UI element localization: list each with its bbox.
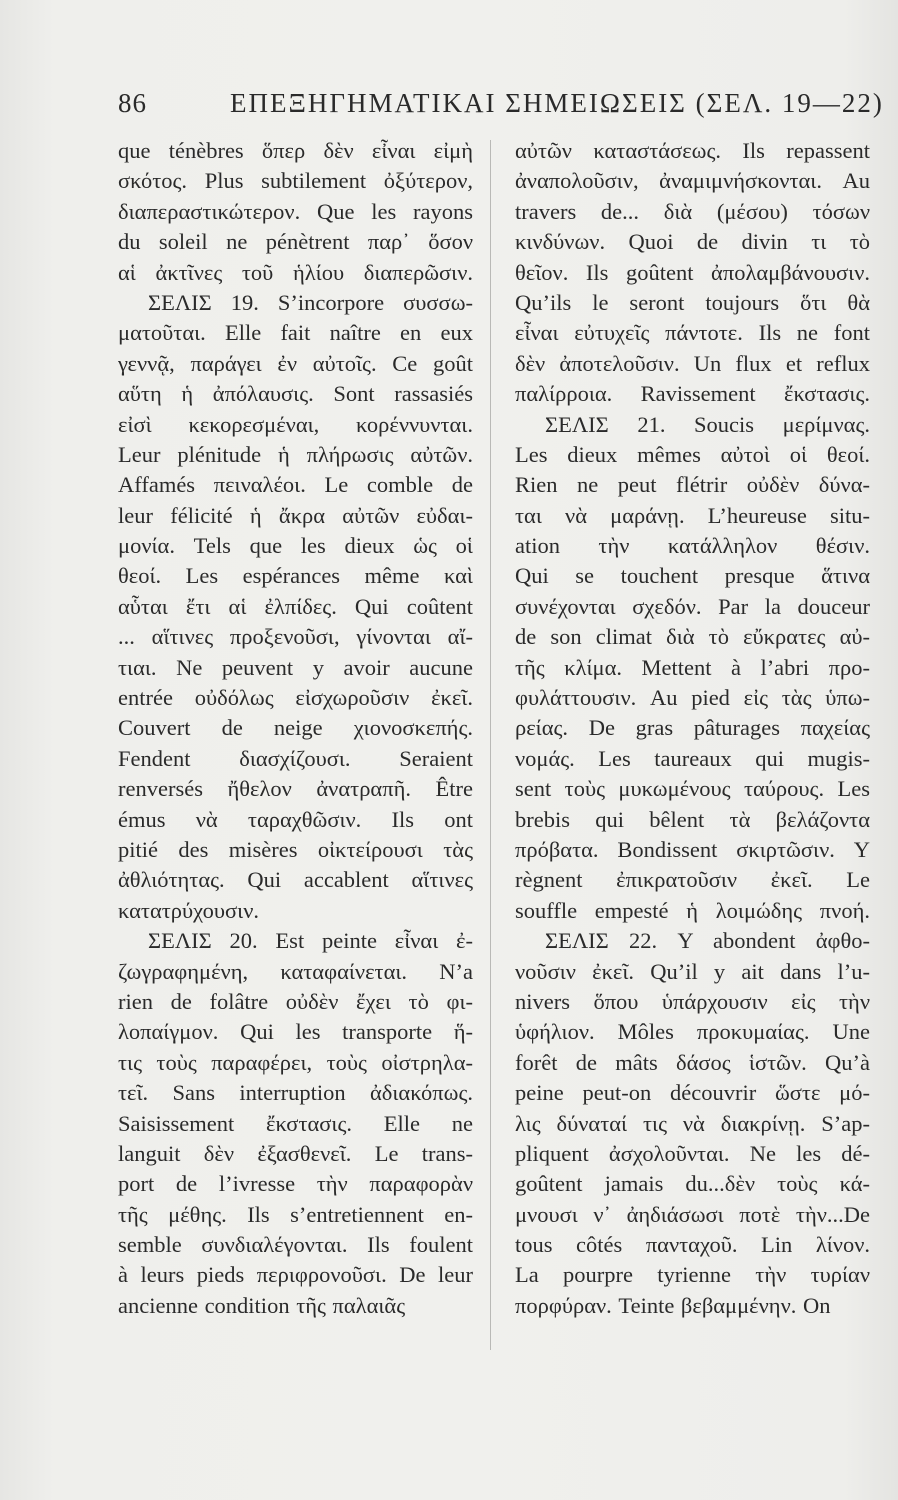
text-line: renversés ἤθελον ἀνατραπῆ. Être [118,776,473,802]
text-line: ancienne condition τῆς παλαιᾶς [118,1292,406,1318]
text-line: à leurs pieds περιφρονοῦσι. De leur [118,1262,473,1288]
text-line: πρόβατα. Bondissent σκιρτῶσιν. Y [515,836,870,862]
text-line: εἶναι εὐτυχεῖς πάντοτε. Ils ne font [515,320,870,346]
text-line: Qu’ils le seront toujours ὅτι θὰ [515,289,870,315]
text-line: ἀθλιότητας. Qui accablent αἵτινες [118,867,473,893]
text-line: συνέχονται σχεδόν. Par la douceur [515,593,870,619]
text-line: ation τὴν κατάλληλον θέσιν. [515,533,870,559]
text-line: de son climat διὰ τὸ εὔκρατες αὐ- [515,624,870,650]
column-divider [490,140,491,1350]
running-head: ΕΠΕΞΗΓΗΜΑΤΙΚΑΙ ΣΗΜΕΙΩΣΕΙΣ (ΣΕΛ. 19—22) [230,88,884,118]
left-text-column [118,136,473,1321]
text-line: τεῖ. Sans interruption ἀδιακόπως. [118,1080,473,1106]
text-line: τῆς μέθης. Ils s’entretiennent en- [118,1201,473,1227]
text-line: peine peut-on découvrir ὥστε μό- [515,1080,870,1106]
text-line: νοῦσιν ἐκεῖ. Qu’il y ait dans l’u- [515,958,870,984]
text-line: Fendent διασχίζουσι. Seraient [118,745,473,771]
text-line: δὲν ἀποτελοῦσιν. Un flux et reflux [515,350,870,376]
text-line: ὑφήλιον. Môles προκυμαίας. Une [515,1019,870,1045]
text-line: μνουσι ν᾽ ἀηδιάσωσι ποτὲ τὴν...De [515,1201,870,1227]
section-line: ΣΕΛΙΣ 21. Soucis μερίμνας. [545,411,870,437]
text-line: παλίρροια. Ravissement ἔκστασις. [515,381,870,407]
text-line: πορφύραν. Teinte βεβαμμένην. On [515,1292,831,1318]
section-line: ΣΕΛΙΣ 20. Est peinte εἶναι ἐ- [148,928,473,954]
text-line: ζωγραφημένη, καταφαίνεται. N’a [118,958,473,984]
text-line: ... αἵτινες προξενοῦσι, γίνονται αἴ- [118,624,473,650]
text-line: pliquent ἀσχολοῦνται. Ne les dé- [515,1140,870,1166]
text-line: τῆς κλίμα. Mettent à l’abri προ- [515,654,870,680]
text-line: αἱ ἀκτῖνες τοῦ ἡλίου διαπερῶσιν. [118,259,473,285]
text-line: règnent ἐπικρατοῦσιν ἐκεῖ. Le [515,867,870,893]
text-line: entrée οὐδόλως εἰσχωροῦσιν ἐκεῖ. [118,685,473,711]
text-line: ἀναπολοῦσιν, ἀναμιμνήσκονται. Au [515,168,870,194]
text-line: σκότος. Plus subtilement ὀξύτερον, [118,168,473,194]
text-line: rien de folâtre οὐδὲν ἔχει τὸ φι- [118,988,473,1014]
text-line: pitié des misères οἰκτείρουσι τὰς [118,836,473,862]
text-line: θεοί. Les espérances même καὶ [118,563,473,589]
text-line: αὐτῶν καταστάσεως. Ils repassent [515,138,870,163]
text-line: La pourpre tyrienne τὴν τυρίαν [515,1262,870,1288]
text-line: νομάς. Les taureaux qui mugis- [515,745,870,771]
text-line: brebis qui bêlent τὰ βελάζοντα [515,806,870,832]
text-line: ται νὰ μαράνῃ. L’heureuse situ- [515,502,870,528]
text-line: leur félicité ἡ ἄκρα αὐτῶν εὐδαι- [118,502,473,528]
text-line: travers de... διὰ (μέσου) τόσων [515,198,870,224]
text-line: émus νὰ ταραχθῶσιν. Ils ont [118,806,473,832]
text-line: Rien ne peut flétrir οὐδὲν δύνα- [515,472,870,498]
right-text-column [515,136,870,1321]
text-line: γεννᾷ, παράγει ἐν αὐτοῖς. Ce goût [118,350,473,376]
text-line: εἰσὶ κεκορεσμέναι, κορέννυνται. [118,411,473,437]
text-line: languit δὲν ἐξασθενεῖ. Le trans- [118,1140,473,1166]
text-line: τιαι. Ne peuvent y avoir aucune [118,654,473,680]
text-line: Affamés πειναλέοι. Le comble de [118,472,473,498]
text-line: θεῖον. Ils goûtent ἀπολαμβάνουσιν. [515,259,870,285]
text-line: du soleil ne pénètrent παρ᾽ ὅσον [118,229,473,255]
text-line: semble συνδιαλέγονται. Ils foulent [118,1232,473,1258]
text-line: souffle empesté ἡ λοιμώδης πνοή. [515,897,870,923]
page-header [118,88,884,128]
text-line: Qui se touchent presque ἅτινα [515,563,870,589]
text-line: Leur plénitude ἡ πλήρωσις αὐτῶν. [118,441,473,467]
text-line: Les dieux mêmes αὐτοὶ οἱ θεοί. [515,441,870,467]
page-number: 86 [118,88,147,118]
text-line: sent τοὺς μυκωμένους ταύρους. Les [515,776,870,802]
text-line: ρείας. De gras pâturages παχείας [515,715,870,741]
text-line: goûtent jamais du...δὲν τοὺς κά- [515,1171,870,1197]
text-line: λις δύναταί τις νὰ διακρίνῃ. S’ap- [515,1110,870,1136]
text-line: port de l’ivresse τὴν παραφορὰν [118,1171,473,1197]
text-line: tous côtés πανταχοῦ. Lin λίνον. [515,1232,870,1258]
text-line: Couvert de neige χιονοσκεπής. [118,715,473,741]
text-line: κινδύνων. Quoi de divin τι τὸ [515,229,870,255]
section-line: ΣΕΛΙΣ 19. S’incorpore συσσω- [148,289,473,315]
text-line: αὗται ἔτι αἱ ἐλπίδες. Qui coûtent [118,593,473,619]
text-line: λοπαίγμον. Qui les transporte ἥ- [118,1019,473,1045]
text-line: τις τοὺς παραφέρει, τοὺς οἰστρηλα- [118,1049,473,1075]
text-line: διαπεραστικώτερον. Que les rayons [118,198,473,224]
text-line: αὕτη ἡ ἀπόλαυσις. Sont rassasiés [118,381,473,407]
text-line: nivers ὅπου ὑπάρχουσιν εἰς τὴν [515,988,870,1014]
text-line: ματοῦται. Elle fait naître en eux [118,320,473,346]
text-line: forêt de mâts δάσος ἱστῶν. Qu’à [515,1049,870,1075]
text-line: que ténèbres ὅπερ δὲν εἶναι εἰμὴ [118,138,473,163]
text-line: κατατρύχουσιν. [118,897,260,923]
text-line: φυλάττουσιν. Au pied εἰς τὰς ὑπω- [515,685,870,711]
text-line: Saisissement ἔκστασις. Elle ne [118,1110,473,1136]
section-line: ΣΕΛΙΣ 22. Y abondent ἀφθο- [545,928,870,954]
text-line: μονία. Tels que les dieux ὡς οἱ [118,533,473,559]
